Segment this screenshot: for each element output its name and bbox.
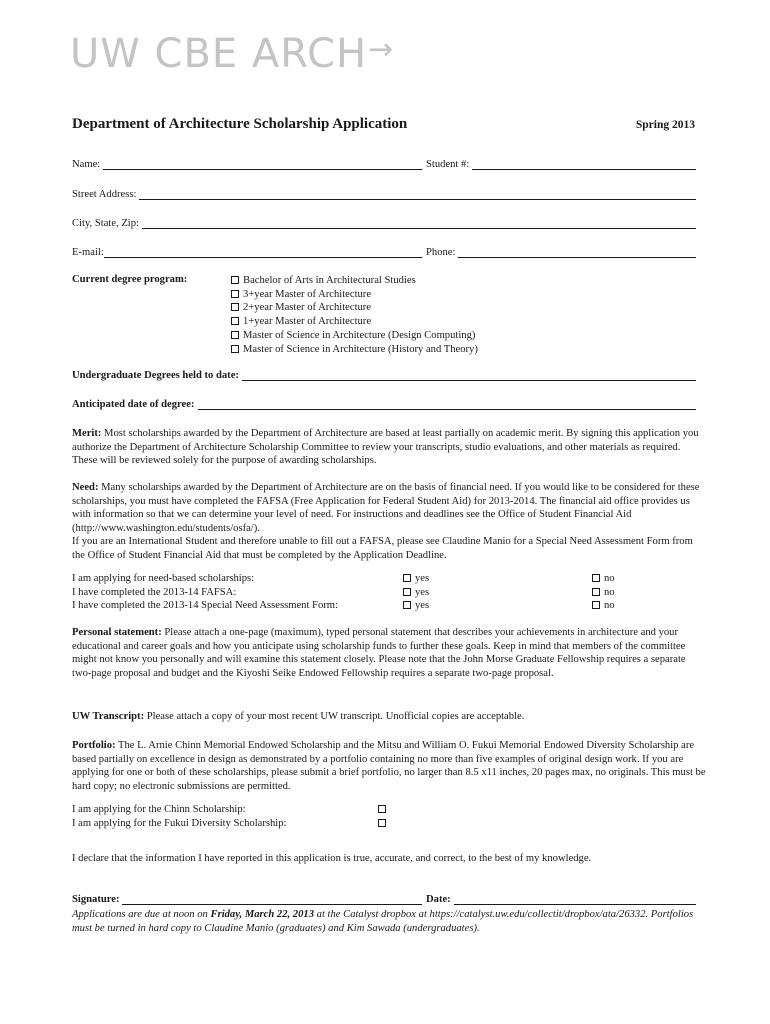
- need-international-text: If you are an International Student and therefore unable to fill out a FAFSA, please see Claudine Manio for a Special Need Assessment Form from the Office of Student Financial Aid that must be completed by the Application Deadline.: [72, 536, 693, 561]
- checkbox-icon[interactable]: [231, 276, 239, 284]
- checkbox-icon[interactable]: [592, 601, 600, 609]
- merit-text: Most scholarships awarded by the Department of Architecture are based at least partially on academic merit. By signing this application you authorize the Department of Architecture Scholarship Committee to review your transcripts, studio evaluations, and other materials as required. These will be reviewed solely for the purpose of awarding scholarships.: [72, 428, 699, 467]
- checkbox-icon[interactable]: [403, 601, 411, 609]
- phone-label: Phone:: [426, 247, 456, 258]
- footer-note: Applications are due at noon on Friday, March 22, 2013 at the Catalyst dropbox at https://catalyst.uw.edu/collectit/dropbox/ata/26332. Portfolios must be turned in hard copy to Claudine Manio (graduates) and Kim Sawada (undergraduates).: [72, 909, 694, 934]
- fukui-label: I am applying for the Fukui Diversity Scholarship:: [72, 817, 287, 829]
- signature-label: Signature:: [72, 894, 120, 905]
- checkbox-icon[interactable]: [403, 574, 411, 582]
- email-field[interactable]: [104, 247, 422, 258]
- city-row: [72, 218, 696, 229]
- scholarship-questions: [72, 803, 706, 831]
- portfolio-text: The L. Arnie Chinn Memorial Endowed Scholarship and the Mitsu and William O. Fukui Memorial Endowed Diversity Scholarship are based partially on excellence in design as demonstrated by a portfolio containing no more than five examples of original design work. If you are applying for one or both of these scholarships, please submit a brief portfolio, no larger than 8.5 x11 inches, 20 pages max, no originals. This must be hard copy; no electronic submissions are permitted.: [72, 740, 706, 792]
- signature-field[interactable]: [122, 894, 422, 905]
- transcript-section: [72, 710, 706, 724]
- degree-option[interactable]: Bachelor of Arts in Architectural Studies: [231, 274, 478, 288]
- question-label: I have completed the 2013-14 FAFSA:: [72, 586, 237, 598]
- chinn-label: I am applying for the Chinn Scholarship:: [72, 804, 246, 815]
- personal-text: Please attach a one-page (maximum), typed personal statement that describes your achievements in architecture and your educational and career goals and how you anticipate using scholarship funds to further these goals. Keep in mind that members of the committee might not know you personally and will examine this statement closely. Please note that the John Morse Graduate Fellowship requires a separate two-page proposal and budget and the Kiyoshi Seike Endowed Fellowship requires a separate two-page proposal.: [72, 627, 686, 679]
- degree-label: Current degree program:: [72, 274, 188, 285]
- city-field[interactable]: [142, 218, 696, 229]
- due-date: Friday, March 22, 2013: [210, 909, 314, 920]
- no-option[interactable]: no: [592, 586, 615, 600]
- chinn-checkbox[interactable]: [378, 803, 390, 817]
- logo-text: UW CBE ARCH: [70, 31, 368, 77]
- question-label: I am applying for need-based scholarships:: [72, 573, 255, 584]
- term-label: Spring 2013: [635, 119, 695, 131]
- street-row: [72, 189, 696, 200]
- street-field[interactable]: [139, 189, 696, 200]
- logo: [70, 31, 395, 77]
- student-number-row: [426, 159, 696, 170]
- anticipated-row: [72, 399, 696, 410]
- transcript-heading: UW Transcript:: [72, 711, 145, 722]
- transcript-text: Please attach a copy of your most recent UW transcript. Unofficial copies are acceptable.: [144, 711, 525, 722]
- checkbox-icon[interactable]: [231, 331, 239, 339]
- email-row: [72, 247, 422, 258]
- date-row: [426, 894, 696, 905]
- arrow-icon: →: [368, 32, 395, 67]
- checkbox-icon[interactable]: [231, 290, 239, 298]
- name-row: [72, 159, 422, 170]
- email-label: E-mail:: [72, 247, 104, 258]
- name-label: Name:: [72, 159, 101, 170]
- page-title: Department of Architecture Scholarship Application: [72, 116, 408, 132]
- yes-option[interactable]: yes: [403, 599, 429, 613]
- portfolio-section: [72, 739, 706, 793]
- city-label: City, State, Zip:: [72, 218, 139, 229]
- checkbox-icon[interactable]: [378, 819, 386, 827]
- checkbox-icon[interactable]: [378, 805, 386, 813]
- signature-row: [72, 894, 422, 905]
- question-label: I have completed the 2013-14 Special Need Assessment Form:: [72, 600, 338, 612]
- phone-row: [426, 247, 696, 258]
- checkbox-icon[interactable]: [231, 303, 239, 311]
- no-option[interactable]: no: [592, 599, 615, 613]
- checkbox-icon[interactable]: [231, 317, 239, 325]
- need-section: [72, 481, 706, 563]
- need-questions: [72, 572, 706, 614]
- phone-field[interactable]: [458, 247, 696, 258]
- student-number-field[interactable]: [472, 159, 696, 170]
- anticipated-field[interactable]: [198, 399, 697, 410]
- checkbox-icon[interactable]: [403, 588, 411, 596]
- portfolio-heading: Portfolio:: [72, 740, 116, 751]
- street-label: Street Address:: [72, 189, 137, 200]
- undergrad-row: [72, 370, 696, 381]
- personal-section: [72, 626, 706, 680]
- personal-heading: Personal statement:: [72, 627, 162, 638]
- degree-option[interactable]: 2+year Master of Architecture: [231, 301, 478, 315]
- name-field[interactable]: [103, 159, 422, 170]
- checkbox-icon[interactable]: [592, 588, 600, 596]
- date-field[interactable]: [454, 894, 696, 905]
- merit-heading: Merit:: [72, 428, 102, 439]
- degree-option[interactable]: Master of Science in Architecture (History and Theory): [231, 343, 478, 357]
- degree-option[interactable]: Master of Science in Architecture (Design Computing): [231, 329, 478, 343]
- degree-option[interactable]: 3+year Master of Architecture: [231, 288, 478, 302]
- student-number-label: Student #:: [426, 159, 470, 170]
- fukui-checkbox[interactable]: [378, 817, 390, 831]
- checkbox-icon[interactable]: [231, 345, 239, 353]
- undergrad-field[interactable]: [242, 370, 696, 381]
- need-text: Many scholarships awarded by the Department of Architecture are on the basis of financial need. If you would like to be considered for these scholarships, you must have completed the FAFSA (Free Application for Federal Student Aid) for 2013-2014. The financial aid office provides us with information so that we can determine your level of need. For instructions and deadlines see the Office of Student Financial Aid (http://www.washington.edu/students/osfa/).: [72, 482, 700, 534]
- yes-option[interactable]: yes: [403, 572, 429, 586]
- yes-option[interactable]: yes: [403, 586, 429, 600]
- checkbox-icon[interactable]: [592, 574, 600, 582]
- anticipated-label: Anticipated date of degree:: [72, 399, 195, 410]
- need-heading: Need:: [72, 482, 99, 493]
- undergrad-label: Undergraduate Degrees held to date:: [72, 370, 239, 381]
- date-label: Date:: [426, 894, 451, 905]
- merit-section: [72, 427, 706, 468]
- declaration-text: I declare that the information I have reported in this application is true, accurate, and correct, to the best of my knowledge.: [72, 853, 592, 864]
- degree-option[interactable]: 1+year Master of Architecture: [231, 315, 478, 329]
- degree-options: [231, 274, 478, 356]
- no-option[interactable]: no: [592, 572, 615, 586]
